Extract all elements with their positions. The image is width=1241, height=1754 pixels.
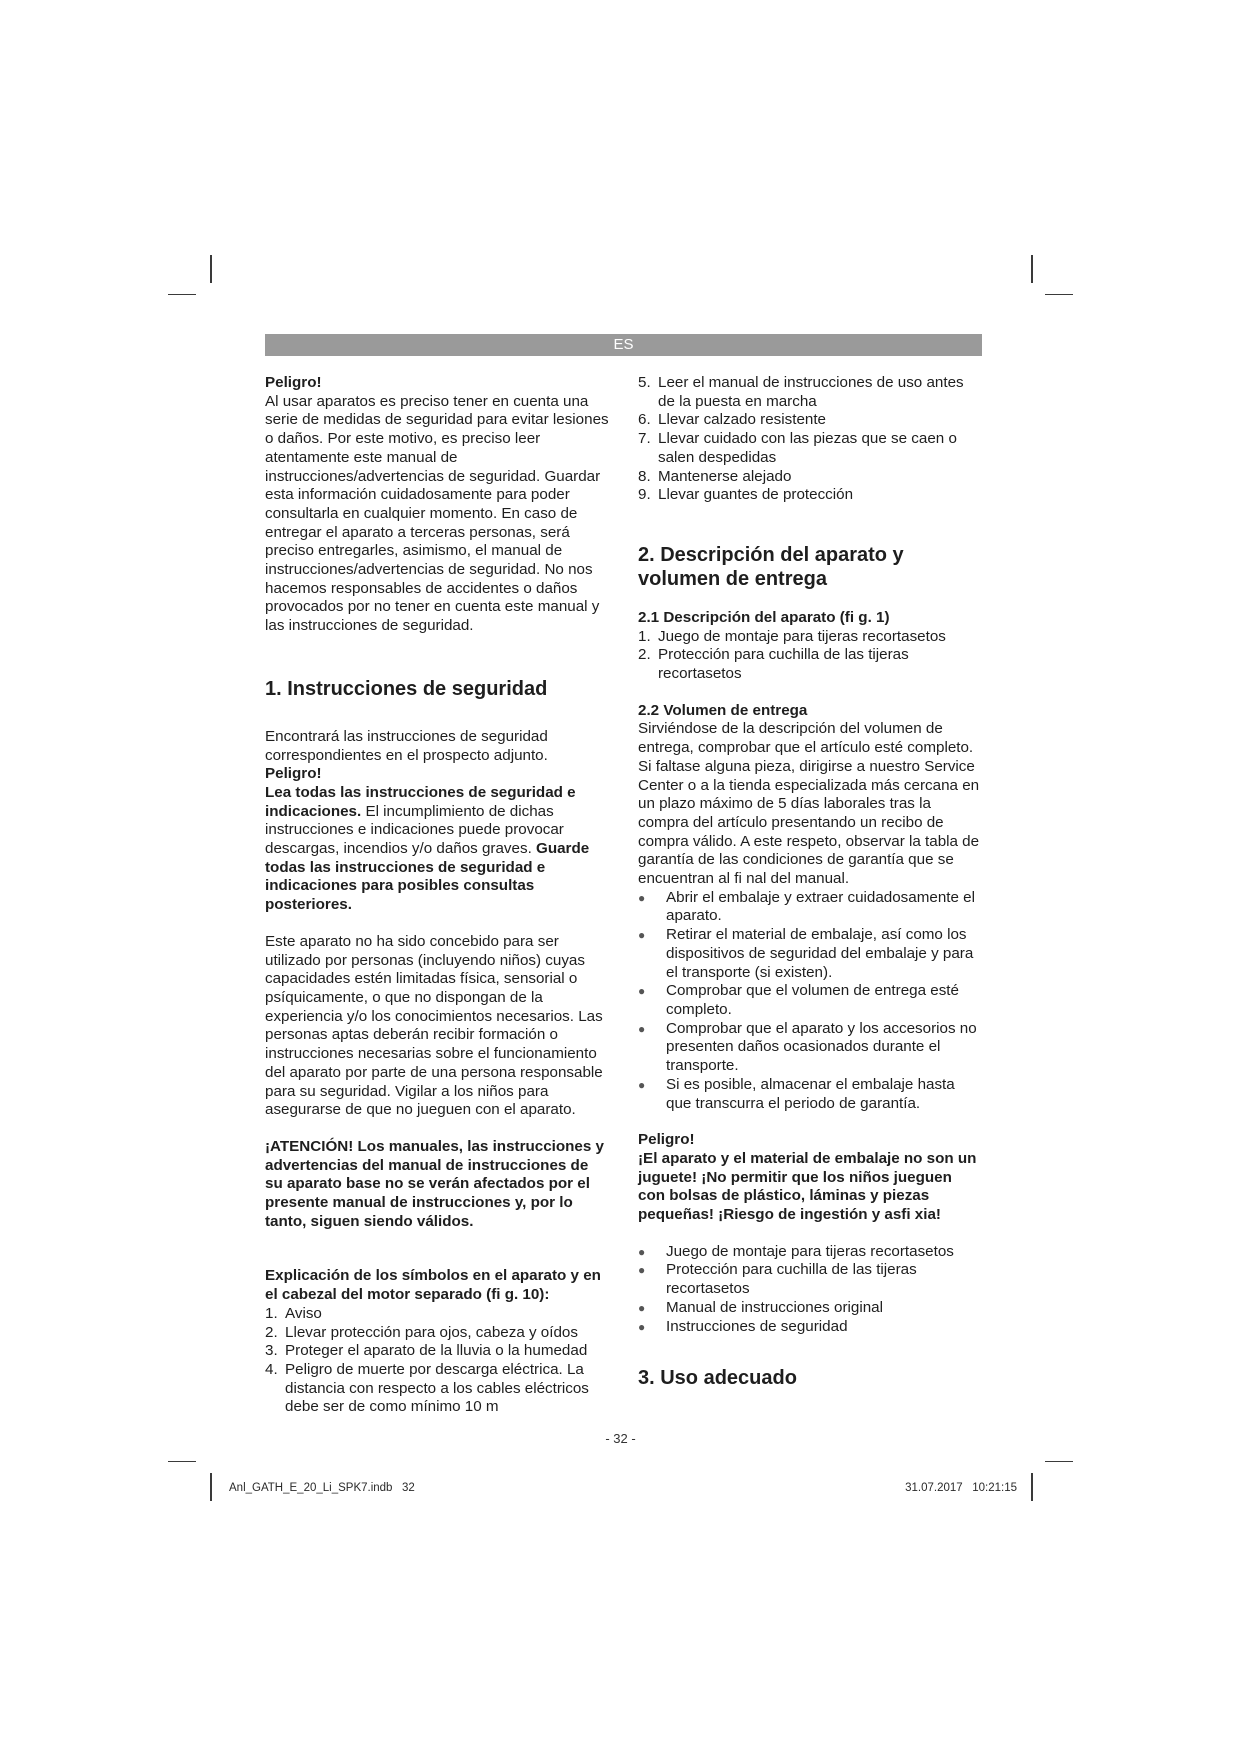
section-1-warning-paragraph [265,784,610,915]
attention-notice: ¡ATENCIÓN! Los manuales, las instrucciones y advertencias del manual de instrucciones de su aparato base no se verán afectados por el presente manual de instrucciones y, por lo tanto, siguen siendo válidos. [265,1137,604,1230]
crop-mark-bottom-right-v [1031,1473,1033,1501]
symbols-heading: Explicación de los símbolos en el aparato y en el cabezal del motor separado (fi g. 10): [265,1267,601,1304]
item-text: Protección para cuchilla de las tijeras recortasetos [658,646,909,683]
item-text: Llevar cuidado con las piezas que se caen o salen despedidas [658,430,957,466]
item-text: Leer el manual de instrucciones de uso antes de la puesta en marcha [658,374,964,410]
bullet-item [638,1261,983,1298]
item-number: 3. [265,1342,278,1360]
item-number: 4. [265,1360,278,1378]
section-1-heading: 1. Instrucciones de seguridad [265,677,548,700]
section-1-intro: Encontrará las instrucciones de seguridad correspondientes en el prospecto adjunto. [265,727,548,764]
crop-mark-bottom-right-h [1045,1461,1073,1462]
list-item [265,1324,610,1343]
bold-keep-all: Guarde todas las instrucciones de seguridad e indicaciones para posibles consultas posteriores. [265,840,590,914]
list-item [638,646,983,683]
bullet-item [638,889,983,926]
warning-2-title: Peligro! [638,1131,695,1149]
crop-mark-top-left-v [210,255,212,283]
symbols-list-continued [638,374,983,505]
item-number: 1. [638,627,651,645]
list-item [638,374,983,411]
page-number: - 32 - [605,1431,636,1446]
list-item [638,468,983,487]
footer-filename: Anl_GATH_E_20_Li_SPK7.indb 32 [229,1482,415,1494]
bullet-icon: ● [638,1244,646,1259]
item-number: 2. [265,1323,278,1341]
item-text: Llevar guantes de protección [658,486,854,504]
crop-mark-top-right-h [1045,294,1073,295]
section-1-warning-title: Peligro! [265,765,322,783]
list-item [265,1342,610,1361]
symbols-list [265,1305,610,1417]
crop-mark-bottom-left-h [168,1461,196,1462]
item-text: Mantenerse alejado [658,467,792,485]
item-number: 9. [638,486,651,504]
section-2-2-heading: 2.2 Volumen de entrega [638,701,808,719]
list-item [265,1305,610,1324]
bullet-item [638,1020,983,1076]
item-text: Aviso [285,1304,322,1322]
bullet-text: Juego de montaje para tijeras recortasetos [666,1242,954,1260]
bullet-item [638,926,983,982]
bullet-text: Instrucciones de seguridad [666,1317,848,1335]
section-1-persons-paragraph: Este aparato no ha sido concebido para ser utilizado por personas (incluyendo niños) cuyas capacidades estén limitadas física, sensorial o psíquicamente, o que no dispongan de la experiencia y/o los conocimientos necesarios. Las personas aptas deberán recibir formación o instrucciones necesarias sobre el funcionamiento del aparato por parte de una persona responsable para su seguridad. Vigilar a los niños para asegurarse de que no jueguen con el aparato. [265,932,603,1119]
list-item [265,1361,610,1417]
item-text: Peligro de muerte por descarga eléctrica. La distancia con respecto a los cables eléctricos debe ser de como mínimo 10 m [285,1360,589,1416]
contents-bullets [638,1243,983,1337]
bullet-text: Comprobar que el aparato y los accesorios no presenten daños ocasionados durante el transporte. [666,1019,977,1075]
item-number: 8. [638,467,651,485]
list-item [638,628,983,647]
section-2-1-heading: 2.1 Descripción del aparato (fi g. 1) [638,608,890,626]
bullet-icon: ● [638,1077,646,1092]
item-number: 7. [638,430,651,448]
bullet-item [638,1299,983,1318]
bullet-text: Abrir el embalaje y extraer cuidadosamente el aparato. [666,888,975,925]
language-code: ES [613,336,634,353]
warning-text: Al usar aparatos es preciso tener en cuenta una serie de medidas de seguridad para evitar lesiones o daños. Por este motivo, es preciso leer atentamente este manual de instrucciones/advertencias de seguridad. Guardar esta información cuidadosamente para poder consultarla en cualquier momento. En caso de entregar el aparato a terceras personas, será preciso entregarles, asimismo, el manual de instrucciones/advertencias de seguridad. No nos hacemos responsables de accidentes o daños provocados por no tener en cuenta este manual y las instrucciones de seguridad. [265,392,609,635]
warning-title: Peligro! [265,374,322,391]
bullet-item [638,1318,983,1337]
left-column [265,374,610,1417]
list-item [638,411,983,430]
bullet-text: Manual de instrucciones original [666,1298,883,1316]
bullet-text: Si es posible, almacenar el embalaje hasta que transcurra el periodo de garantía. [666,1075,955,1112]
bullet-icon: ● [638,1263,646,1278]
bullet-icon: ● [638,1319,646,1334]
crop-mark-top-right-v [1031,255,1033,283]
bold-read-all: Lea todas las instrucciones de seguridad e indicaciones. [265,783,576,820]
crop-mark-bottom-left-v [210,1473,212,1501]
section-2-2-text: Sirviéndose de la descripción del volumen de entrega, comprobar que el artículo esté completo. Si faltase alguna pieza, dirigirse a nuestro Service Center o a la tienda especializada más cercana en un plazo máximo de 5 días laborales tras la compra del artículo presentando un recibo de compra válido. A este respeto, observar la tabla de garantía de las condiciones de garantía que se encuentran al fi nal del manual. [638,720,980,888]
bullet-text: Comprobar que el volumen de entrega esté completo. [666,982,959,1018]
crop-mark-top-left-h [168,294,196,295]
item-text: Proteger el aparato de la lluvia o la humedad [285,1342,588,1360]
item-number: 5. [638,374,651,391]
item-text: Llevar calzado resistente [658,411,826,429]
bullet-icon: ● [638,984,646,999]
bullet-text: Retirar el material de embalaje, así como los dispositivos de seguridad del embalaje y para el transporte (si existen). [666,926,974,981]
warning-2-text: ¡El aparato y el material de embalaje no son un juguete! ¡No permitir que los niños jueguen con bolsas de plástico, láminas y piezas pequeñas! ¡Riesgo de ingestión y asfi xia! [638,1149,977,1224]
bullet-item [638,982,983,1019]
bullet-item [638,1076,983,1113]
bullet-icon: ● [638,1300,646,1315]
footer-timestamp: 31.07.2017 10:21:15 [905,1482,1017,1494]
parts-list [638,628,983,684]
list-item [638,430,983,467]
bullet-icon: ● [638,928,646,943]
unpacking-bullets [638,889,983,1113]
language-header-bar [265,334,982,356]
section-3-heading: 3. Uso adecuado [638,1367,797,1390]
bullet-icon: ● [638,890,646,905]
item-number: 2. [638,646,651,664]
plain-consequence: El incumplimiento de dichas instrucciones e indicaciones puede provocar descargas, incendios y/o daños graves. [265,802,564,858]
list-item [638,486,983,505]
bullet-icon: ● [638,1021,646,1036]
item-text: Juego de montaje para tijeras recortasetos [658,627,946,645]
item-number: 1. [265,1304,278,1322]
bullet-text: Protección para cuchilla de las tijeras recortasetos [666,1261,917,1298]
item-text: Llevar protección para ojos, cabeza y oídos [285,1323,578,1341]
bullet-item [638,1243,983,1262]
section-2-heading: 2. Descripción del aparato y volumen de entrega [638,543,904,590]
right-column [638,374,983,1390]
item-number: 6. [638,411,651,429]
